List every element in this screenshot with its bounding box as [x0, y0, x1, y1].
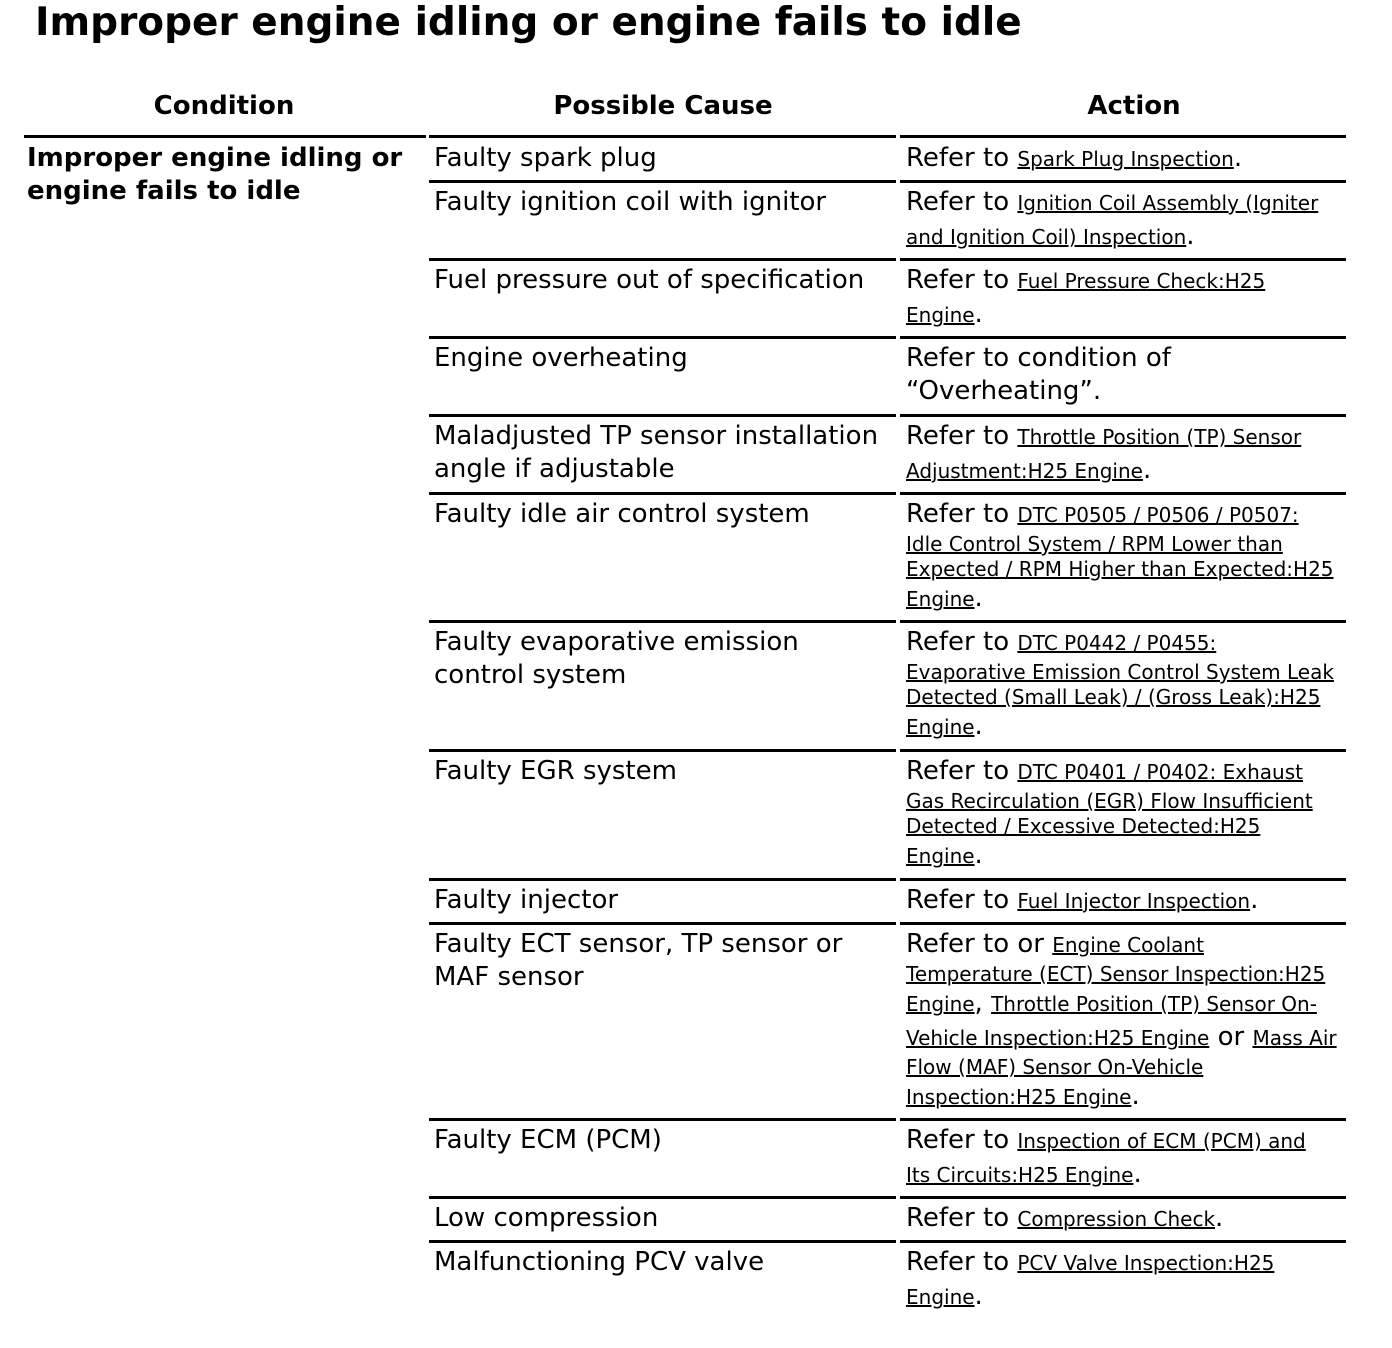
- action-cell: [906, 186, 1346, 254]
- action-text: Refer to: [906, 265, 1018, 295]
- action-text: Refer to: [906, 885, 1018, 915]
- cause-cell: Faulty ignition coil with ignitor: [434, 187, 827, 217]
- action-cell: [906, 264, 1346, 332]
- reference-link[interactable]: Its Circuits:H25 Engine: [906, 1163, 1134, 1187]
- row-divider: [900, 749, 1346, 752]
- row-divider: [429, 336, 896, 339]
- action-text: .: [1142, 455, 1152, 485]
- reference-link[interactable]: Temperature (ECT) Sensor Inspection:H25: [906, 962, 1326, 986]
- row-divider: [900, 1240, 1346, 1243]
- cause-cell: Low compression: [434, 1203, 659, 1233]
- action-text: Refer to condition of: [906, 343, 1171, 373]
- row-divider: [429, 922, 896, 925]
- row-divider: [900, 336, 1346, 339]
- row-divider: [429, 1196, 896, 1199]
- reference-link[interactable]: DTC P0442 / P0455:: [1017, 631, 1217, 655]
- action-text: or: [1209, 1022, 1253, 1052]
- action-text: .: [1233, 143, 1243, 173]
- row-divider: [429, 620, 896, 623]
- row-divider: [900, 922, 1346, 925]
- reference-link[interactable]: Spark Plug Inspection: [1017, 147, 1234, 171]
- row-divider: [900, 620, 1346, 623]
- action-cell: [906, 928, 1346, 1114]
- reference-link[interactable]: Expected / RPM Higher than Expected:H25: [906, 557, 1334, 581]
- row-divider: [429, 1118, 896, 1121]
- row-divider: [429, 258, 896, 261]
- action-text: “Overheating”.: [906, 376, 1102, 406]
- action-cell: [906, 342, 1346, 408]
- action-text: Refer to: [906, 187, 1018, 217]
- reference-link[interactable]: Engine: [906, 715, 975, 739]
- action-text: Refer to: [906, 756, 1018, 786]
- action-cell: [906, 1124, 1346, 1192]
- cause-cell: Malfunctioning PCV valve: [434, 1247, 765, 1277]
- action-text: .: [974, 583, 983, 613]
- reference-link[interactable]: Inspection:H25 Engine: [906, 1085, 1132, 1109]
- reference-link[interactable]: Engine Coolant: [1052, 933, 1204, 957]
- row-divider: [429, 414, 896, 417]
- header-condition: Condition: [153, 91, 295, 121]
- reference-link[interactable]: Throttle Position (TP) Sensor On-: [991, 992, 1317, 1016]
- cause-cell: Faulty spark plug: [434, 143, 657, 173]
- reference-link[interactable]: Ignition Coil Assembly (Igniter: [1017, 191, 1319, 215]
- reference-link[interactable]: Detected / Excessive Detected:H25: [906, 814, 1261, 838]
- reference-link[interactable]: Fuel Pressure Check:H25: [1017, 269, 1266, 293]
- action-text: Refer to: [906, 627, 1018, 657]
- row-divider: [429, 180, 896, 183]
- reference-link[interactable]: Engine: [906, 992, 975, 1016]
- action-text: .: [1133, 1159, 1142, 1189]
- row-divider: [900, 1118, 1346, 1121]
- action-cell: [906, 1202, 1346, 1236]
- row-divider: [429, 492, 896, 495]
- reference-link[interactable]: Evaporative Emission Control System Leak: [906, 660, 1334, 684]
- row-divider: [429, 878, 896, 881]
- reference-link[interactable]: Gas Recirculation (EGR) Flow Insufficient: [906, 789, 1313, 813]
- reference-link[interactable]: DTC P0401 / P0402: Exhaust: [1017, 760, 1303, 784]
- row-divider: [900, 180, 1346, 183]
- action-text: Refer to: [906, 1125, 1018, 1155]
- action-text: Refer to or: [906, 929, 1053, 959]
- action-cell: [906, 142, 1346, 176]
- reference-link[interactable]: Compression Check: [1017, 1207, 1216, 1231]
- row-divider: [900, 1196, 1346, 1199]
- action-cell: [906, 420, 1346, 488]
- reference-link[interactable]: Detected (Small Leak) / (Gross Leak):H25: [906, 685, 1321, 709]
- action-text: .: [1250, 885, 1259, 915]
- header-action: Action: [1087, 91, 1181, 121]
- reference-link[interactable]: Vehicle Inspection:H25 Engine: [906, 1026, 1210, 1050]
- action-text: .: [1186, 221, 1195, 251]
- divider: [900, 135, 1346, 138]
- reference-link[interactable]: Adjustment:H25 Engine: [906, 459, 1143, 483]
- cause-cell: Faulty injector: [434, 885, 619, 915]
- action-text: .: [974, 711, 983, 741]
- action-cell: [906, 1246, 1346, 1314]
- action-text: Refer to: [906, 1203, 1018, 1233]
- reference-link[interactable]: Fuel Injector Inspection: [1017, 889, 1251, 913]
- row-divider: [900, 414, 1346, 417]
- reference-link[interactable]: PCV Valve Inspection:H25: [1017, 1251, 1275, 1275]
- action-text: Refer to: [906, 143, 1018, 173]
- reference-link[interactable]: Inspection of ECM (PCM) and: [1017, 1129, 1306, 1153]
- reference-link[interactable]: Mass Air: [1252, 1026, 1337, 1050]
- cause-cell: Maladjusted TP sensor installation angle if adjustable: [434, 421, 879, 484]
- row-divider: [900, 878, 1346, 881]
- reference-link[interactable]: DTC P0505 / P0506 / P0507:: [1017, 503, 1299, 527]
- page-title: Improper engine idling or engine fails to idle: [35, 0, 1022, 45]
- header-possible-cause: Possible Cause: [553, 91, 773, 121]
- action-cell: [906, 884, 1346, 918]
- row-divider: [429, 749, 896, 752]
- row-divider: [429, 1240, 896, 1243]
- cause-cell: Faulty ECM (PCM): [434, 1125, 662, 1155]
- action-text: Refer to: [906, 1247, 1018, 1277]
- reference-link[interactable]: Engine: [906, 303, 975, 327]
- action-text: .: [1131, 1081, 1140, 1111]
- divider: [429, 135, 896, 138]
- reference-link[interactable]: Engine: [906, 587, 975, 611]
- action-cell: [906, 755, 1346, 873]
- reference-link[interactable]: Engine: [906, 1285, 975, 1309]
- cause-cell: Fuel pressure out of specification: [434, 265, 865, 295]
- row-divider: [900, 492, 1346, 495]
- reference-link[interactable]: Throttle Position (TP) Sensor: [1017, 425, 1302, 449]
- row-divider: [900, 258, 1346, 261]
- action-text: .: [974, 299, 983, 329]
- reference-link[interactable]: Idle Control System / RPM Lower than: [906, 532, 1283, 556]
- action-text: Refer to: [906, 499, 1018, 529]
- reference-link[interactable]: Engine: [906, 844, 975, 868]
- condition-cell: Improper engine idling or engine fails to idle: [27, 143, 403, 206]
- action-text: ,: [974, 988, 992, 1018]
- cause-cell: Faulty ECT sensor, TP sensor or MAF sensor: [434, 929, 843, 992]
- action-text: .: [974, 1281, 983, 1311]
- action-cell: [906, 626, 1346, 744]
- cause-cell: Engine overheating: [434, 343, 688, 373]
- divider: [24, 135, 426, 138]
- cause-cell: Faulty idle air control system: [434, 499, 810, 529]
- action-cell: [906, 498, 1346, 616]
- cause-cell: Faulty EGR system: [434, 756, 677, 786]
- reference-link[interactable]: and Ignition Coil) Inspection: [906, 225, 1187, 249]
- cause-cell: Faulty evaporative emission control system: [434, 627, 799, 690]
- reference-link[interactable]: Flow (MAF) Sensor On-Vehicle: [906, 1055, 1204, 1079]
- action-text: .: [974, 840, 983, 870]
- action-text: .: [1215, 1203, 1224, 1233]
- action-text: Refer to: [906, 421, 1018, 451]
